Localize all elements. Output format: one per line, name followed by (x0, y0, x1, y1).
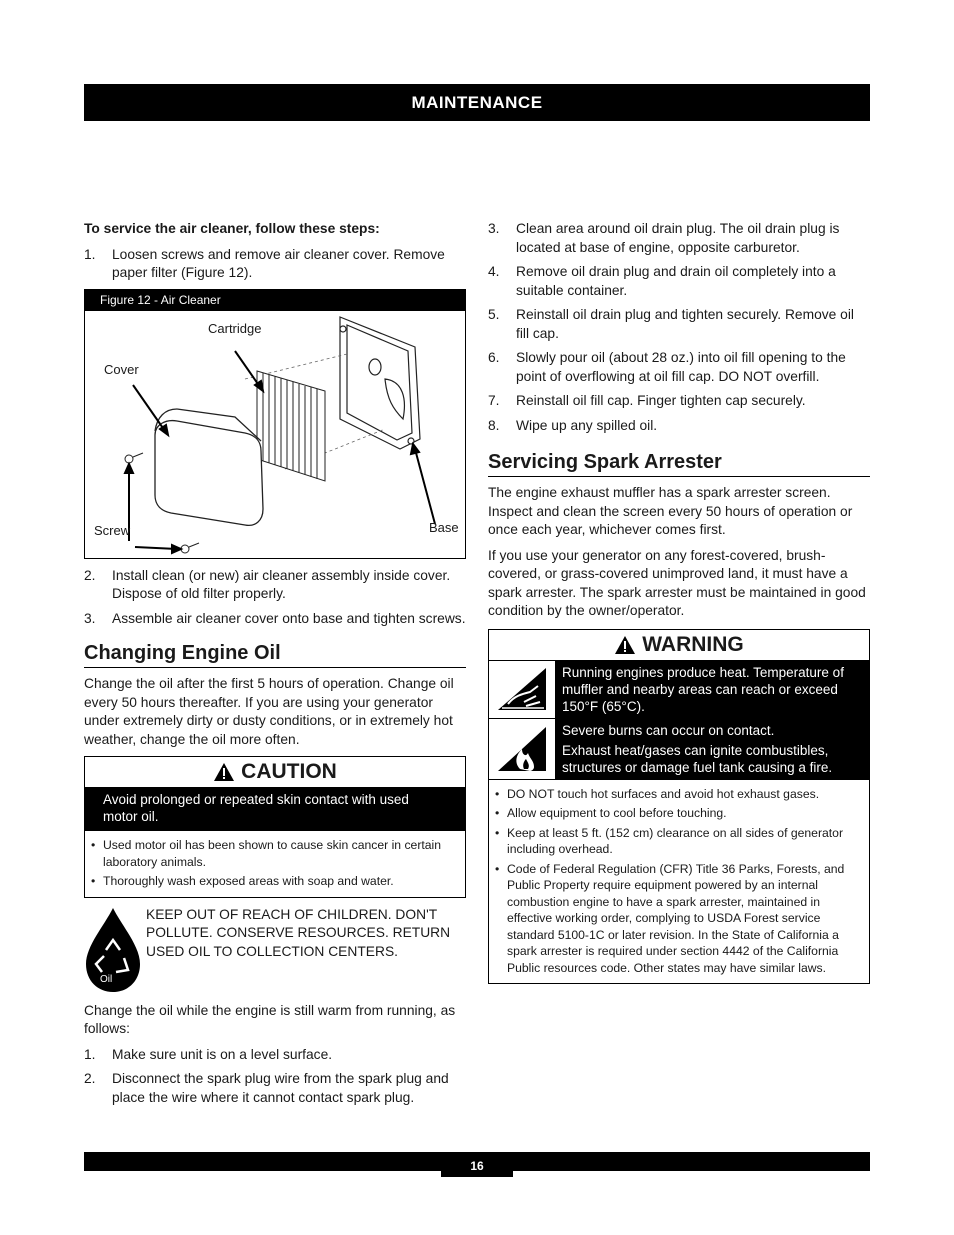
list-item: 5. Reinstall oil drain plug and tighten securely. Remove oil fill cap. (488, 307, 854, 341)
air-cleaner-intro: To service the air cleaner, follow these steps: (84, 221, 380, 236)
right-column (488, 220, 870, 992)
oil-steps-d (488, 220, 870, 435)
caution-message: Avoid prolonged or repeated skin contact with used motor oil. (85, 787, 465, 831)
label-screw: Screw (94, 522, 131, 538)
caution-title: CAUTION (85, 757, 465, 787)
label-base: Base (429, 519, 459, 535)
list-item: 2. Disconnect the spark plug wire from the spark plug and place the wire where it cannot contact spark plug. (84, 1071, 449, 1105)
caution-box (84, 756, 466, 898)
list-item: • Keep at least 5 ft. (152 cm) clearance on all sides of generator including overhead. (493, 825, 865, 858)
list-item: 3. Clean area around oil drain plug. The oil drain plug is located at base of engine, opposite carburetor. (488, 221, 840, 255)
hot-surface-hand-icon (489, 661, 556, 718)
list-item: 4. Remove oil drain plug and drain oil completely into a suitable container. (488, 264, 836, 298)
warning-fire-text (556, 719, 869, 779)
label-cartridge: Cartridge (208, 320, 262, 336)
fire-icon (489, 719, 556, 779)
air-cleaner-steps-a (84, 246, 466, 283)
list-item: 1. Make sure unit is on a level surface. (84, 1046, 333, 1062)
list-item: 1. Loosen screws and remove air cleaner cover. Remove paper filter (Figure 12). (84, 246, 445, 280)
warning-heat-text: Running engines produce heat. Temperature of muffler and nearby areas can reach or exceed 150°F (65°C). (556, 661, 869, 718)
air-cleaner-illustration (85, 309, 465, 559)
warning-title: WARNING (489, 630, 869, 660)
heading-changing-engine-oil: Changing Engine Oil (84, 642, 466, 668)
caution-bullets (85, 831, 465, 897)
list-item: • DO NOT touch hot surfaces and avoid hot exhaust gases. (493, 786, 865, 803)
list-item: • Allow equipment to cool before touching. (493, 805, 865, 822)
warning-ignite-text: Exhaust heat/gases can ignite combustibles, structures or damage fuel tank causing a fire. (562, 742, 833, 775)
base-plate (340, 317, 420, 449)
spark-paragraph-2: If you use your generator on any forest-covered, brush-covered, or grass-covered unimproved land, it must have a spark arrester. The spark arrester must be maintained in good condition by the owner/operator. (488, 547, 866, 618)
list-item: 8. Wipe up any spilled oil. (488, 417, 658, 433)
list-item: • Thoroughly wash exposed areas with soap and water. (89, 873, 461, 890)
heading-servicing-spark-arrester: Servicing Spark Arrester (488, 451, 870, 477)
label-cover: Cover (104, 361, 139, 377)
figure-caption: Figure 12 - Air Cleaner (85, 290, 465, 311)
list-item: 3. Assemble air cleaner cover onto base and tighten screws. (84, 610, 466, 626)
warning-triangle-icon (614, 635, 636, 655)
list-item: 2. Install clean (or new) air cleaner assembly inside cover. Dispose of old filter properly. (84, 567, 451, 601)
oil-steps-c (84, 1046, 466, 1108)
warm-engine-paragraph: Change the oil while the engine is still warm from running, as follows: (84, 1002, 456, 1036)
air-cleaner-steps-b (84, 567, 466, 629)
warning-row-heat (489, 660, 869, 718)
air-cleaner-cover (155, 409, 263, 525)
warning-triangle-icon (213, 762, 235, 782)
list-item: • Used motor oil has been shown to cause skin cancer in certain laboratory animals. (89, 837, 461, 870)
spark-paragraph-1: The engine exhaust muffler has a spark arrester screen. Inspect and clean the screen every 50 hours of operation or once each year, whichever comes first. (488, 485, 853, 537)
oil-recycle-icon (84, 906, 142, 996)
page-number: 16 (441, 1152, 513, 1177)
recycle-text: KEEP OUT OF REACH OF CHILDREN. DON'T POLLUTE. CONSERVE RESOURCES. RETURN USED OIL TO COLLECTION CENTERS. (146, 906, 451, 959)
list-item: • Code of Federal Regulation (CFR) Title 36 Parks, Forests, and Public Property require equipment powered by an internal combustion engine to have a spark arrester, maintained in effective working order, complying to USDA Forest service standard 5100-1C or later revision. In the State of California a spark arrester is required under section 4442 of the California Public resources code. Other states may have similar laws. (493, 861, 865, 977)
section-header: MAINTENANCE (84, 84, 870, 121)
warning-box (488, 629, 870, 985)
left-column (84, 220, 466, 1113)
recycle-notice (84, 906, 466, 996)
warning-row-fire (489, 718, 869, 779)
list-item: 6. Slowly pour oil (about 28 oz.) into oil fill opening to the point of overflowing at oil fill cap. DO NOT overfill. (488, 350, 846, 384)
figure-air-cleaner (84, 289, 466, 559)
filter-cartridge (257, 371, 325, 481)
svg-text:Oil: Oil (100, 973, 113, 985)
oil-change-paragraph: Change the oil after the first 5 hours of operation. Change oil every 50 hours thereafter. If you are using your generator under extremely dirty or dusty conditions, or in extremely hot weather, change the oil more often. (84, 676, 454, 747)
warning-burns-text: Severe burns can occur on contact. (562, 722, 775, 738)
list-item: 7. Reinstall oil fill cap. Finger tighten cap securely. (488, 393, 806, 408)
warning-bullets (489, 779, 869, 984)
